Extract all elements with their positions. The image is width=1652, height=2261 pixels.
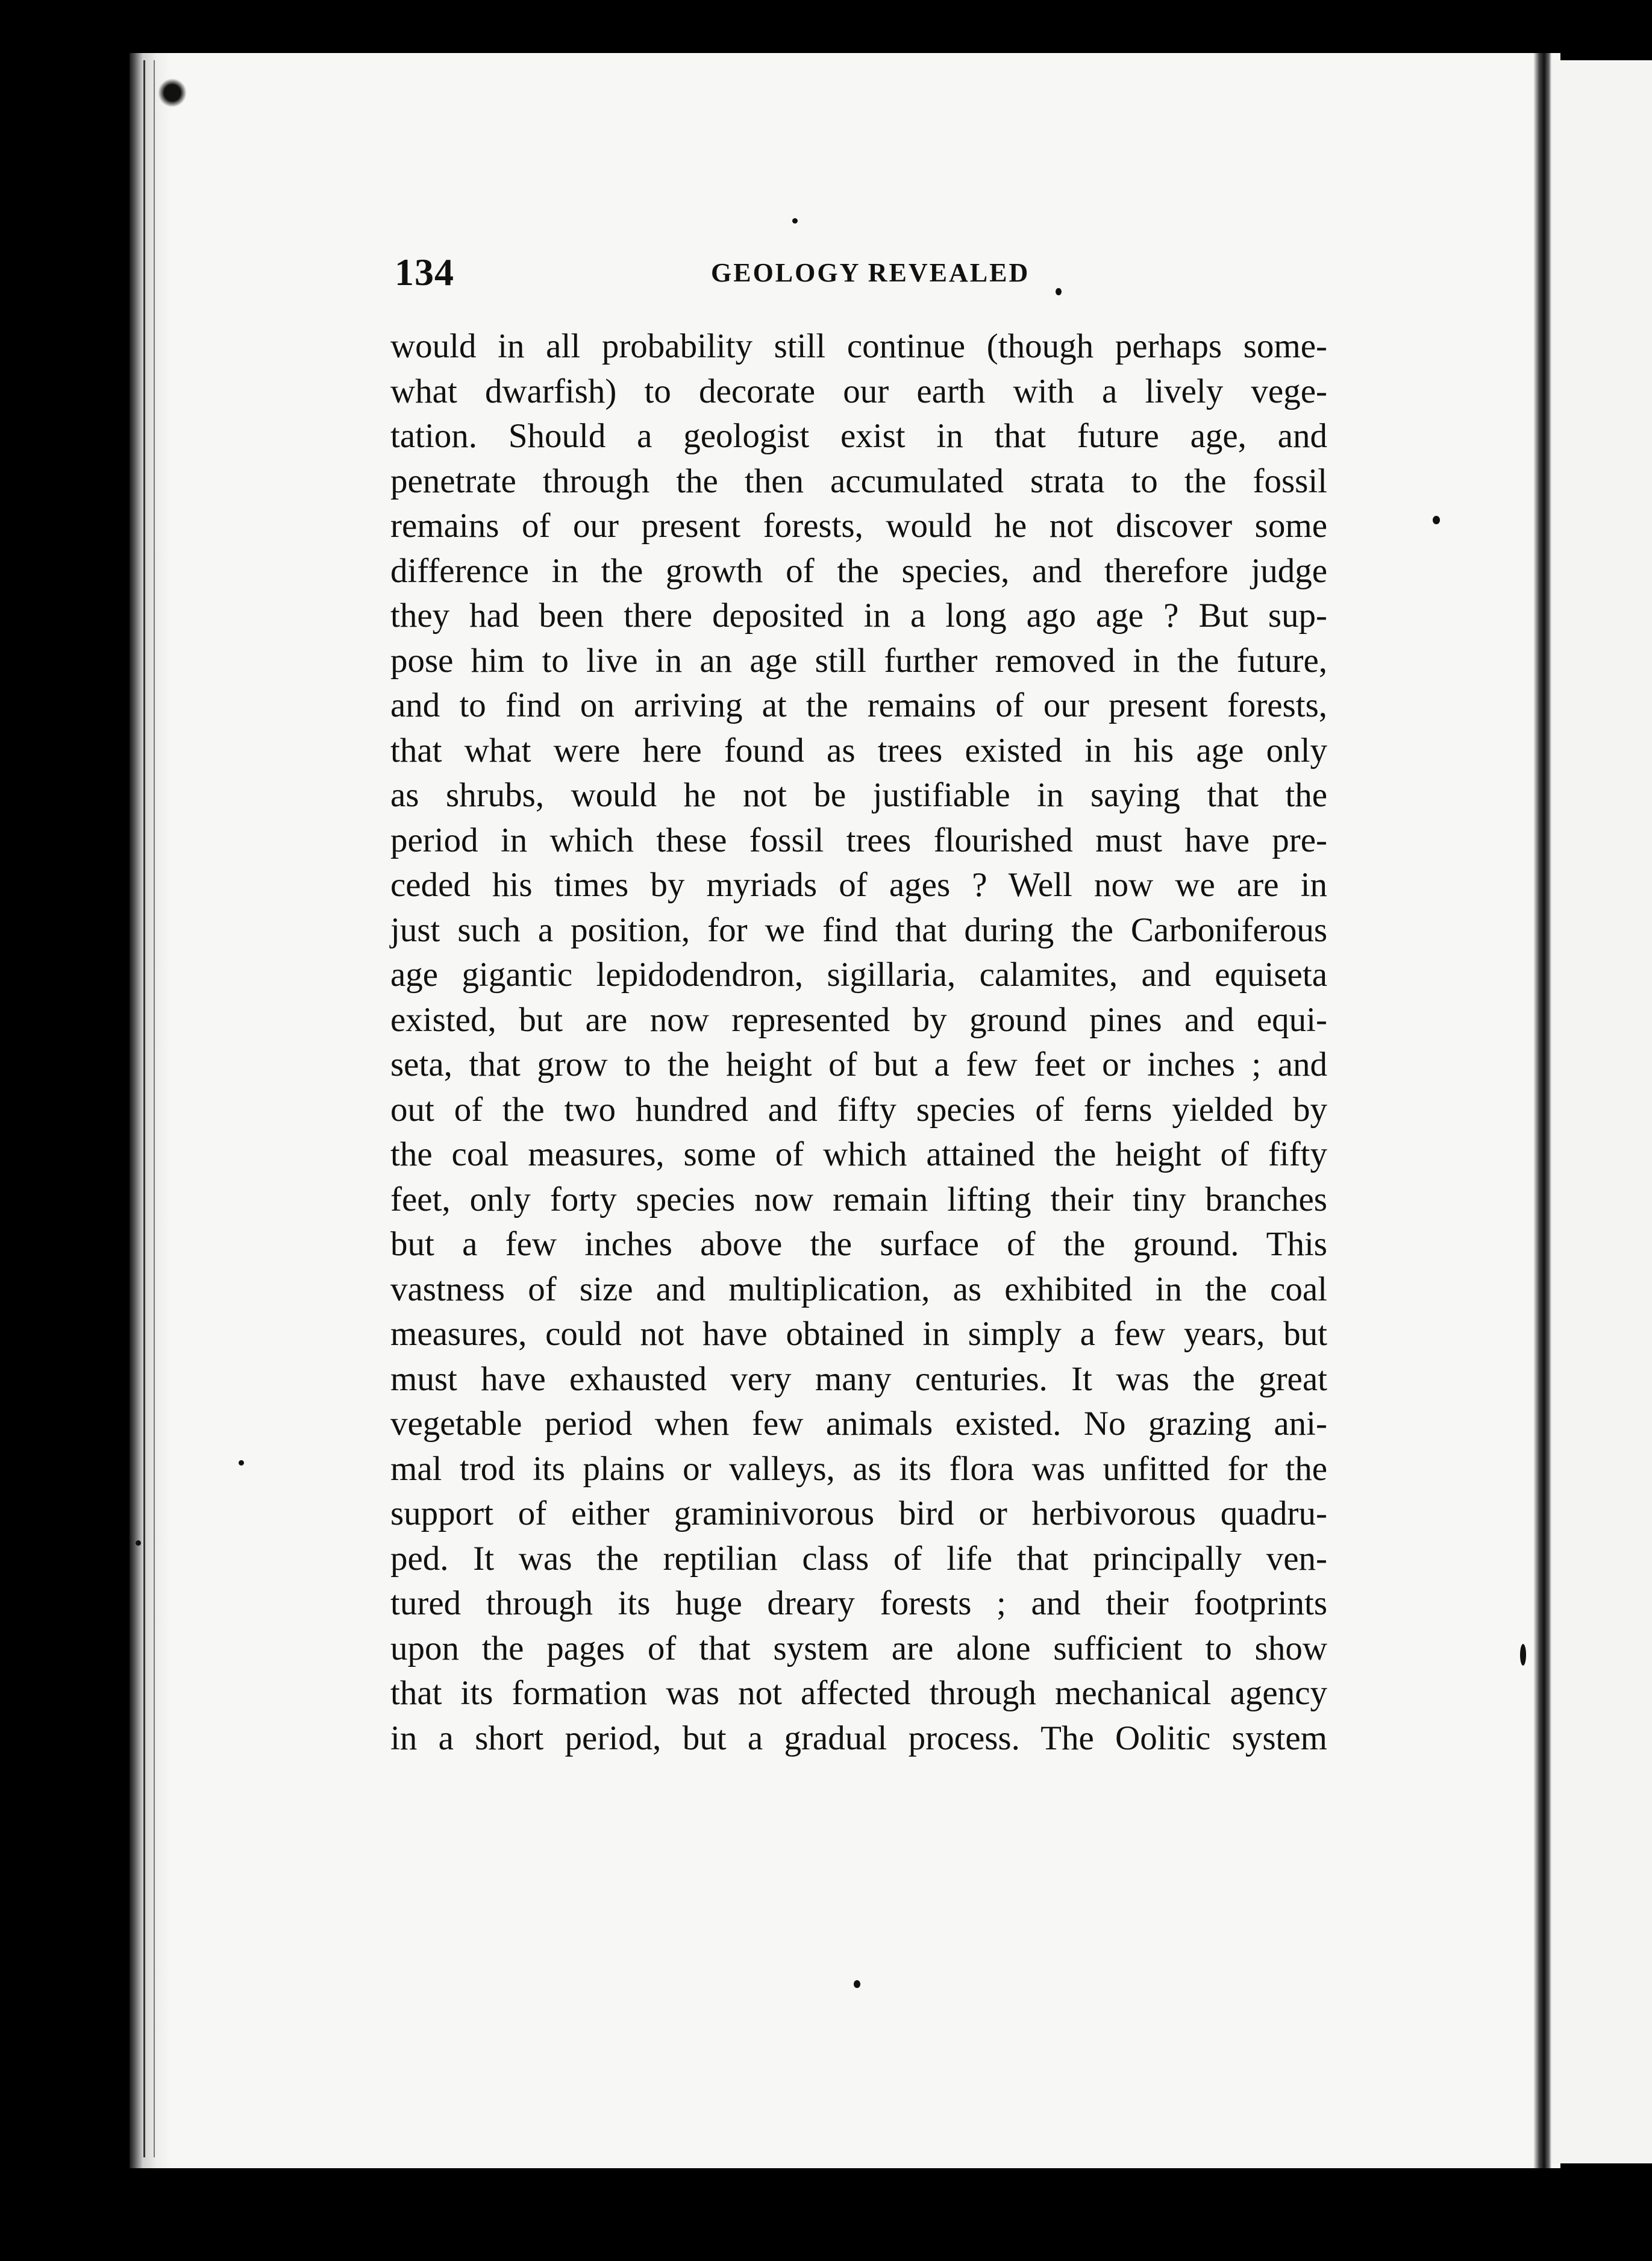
- text-line: existed, but are now represented by ground pines and equi-: [390, 1000, 1327, 1039]
- ink-speck: [1433, 516, 1440, 524]
- text-line: the coal measures, some of which attained the height of fifty: [390, 1135, 1327, 1173]
- page-header: [395, 250, 1353, 310]
- ink-speck: [854, 1980, 860, 1988]
- text-line: period in which these fossil trees flourished must have pre-: [390, 821, 1327, 859]
- text-line: ped. It was the reptilian class of life that principally ven-: [390, 1539, 1327, 1578]
- text-line: and to find on arriving at the remains of our present forests,: [390, 686, 1327, 724]
- text-line: ceded his times by myriads of ages ? Well now we are in: [390, 866, 1327, 904]
- text-line: just such a position, for we find that during the Carboniferous: [390, 911, 1327, 949]
- text-line: difference in the growth of the species, and therefore judge: [390, 551, 1327, 590]
- text-line: in a short period, but a gradual process. The Oolitic system: [390, 1719, 1327, 1757]
- binding-hole-mark: [158, 78, 187, 107]
- text-line: but a few inches above the surface of the ground. This: [390, 1225, 1327, 1263]
- text-line: mal trod its plains or valleys, as its flora was unfitted for the: [390, 1449, 1327, 1488]
- facing-page-edge: [1551, 60, 1652, 2163]
- text-line: they had been there deposited in a long ago age ? But sup-: [390, 597, 1327, 635]
- text-line: age gigantic lepidodendron, sigillaria, calamites, and equiseta: [390, 956, 1327, 994]
- text-line: penetrate through the then accumulated strata to the fossil: [390, 462, 1327, 500]
- running-head: GEOLOGY REVEALED: [711, 258, 1030, 287]
- ink-speck: [136, 1540, 141, 1546]
- text-line: would in all probability still continue (though perhaps some-: [390, 327, 1327, 365]
- ink-speck: [1520, 1644, 1526, 1666]
- text-line: vastness of size and multiplication, as exhibited in the coal: [390, 1270, 1327, 1308]
- text-line: tured through its huge dreary forests ; and their footprints: [390, 1584, 1327, 1622]
- page-number: 134: [395, 251, 454, 293]
- text-line: what dwarfish) to decorate our earth with a lively vege-: [390, 372, 1327, 410]
- text-line: that its formation was not affected through mechanical agency: [390, 1674, 1327, 1712]
- text-line: upon the pages of that system are alone sufficient to show: [390, 1629, 1327, 1667]
- text-line: must have exhausted very many centuries. It was the great: [390, 1359, 1327, 1398]
- text-line: seta, that grow to the height of but a few feet or inches ; and: [390, 1046, 1327, 1083]
- text-line: remains of our present forests, would he not discover some: [390, 507, 1327, 545]
- text-line: support of either graminivorous bird or herbivorous quadru-: [390, 1494, 1327, 1532]
- text-line: as shrubs, would he not be justifiable in saying that the: [390, 776, 1327, 814]
- text-line: feet, only forty species now remain lifting their tiny branches: [390, 1180, 1327, 1218]
- text-line: measures, could not have obtained in simply a few years, but: [390, 1315, 1327, 1353]
- text-line: tation. Should a geologist exist in that future age, and: [390, 417, 1327, 455]
- page-gutter: [1533, 53, 1551, 2168]
- ink-speck: [239, 1460, 244, 1466]
- binding-lines: [143, 60, 155, 2157]
- body-text: [390, 324, 1327, 1761]
- text-line: out of the two hundred and fifty species of ferns yielded by: [390, 1090, 1327, 1129]
- ink-speck: [792, 218, 798, 224]
- text-line: that what were here found as trees existed in his age only: [390, 731, 1327, 770]
- text-line: vegetable period when few animals existed. No grazing ani-: [390, 1405, 1327, 1443]
- text-line: pose him to live in an age still further removed in the future,: [390, 641, 1327, 680]
